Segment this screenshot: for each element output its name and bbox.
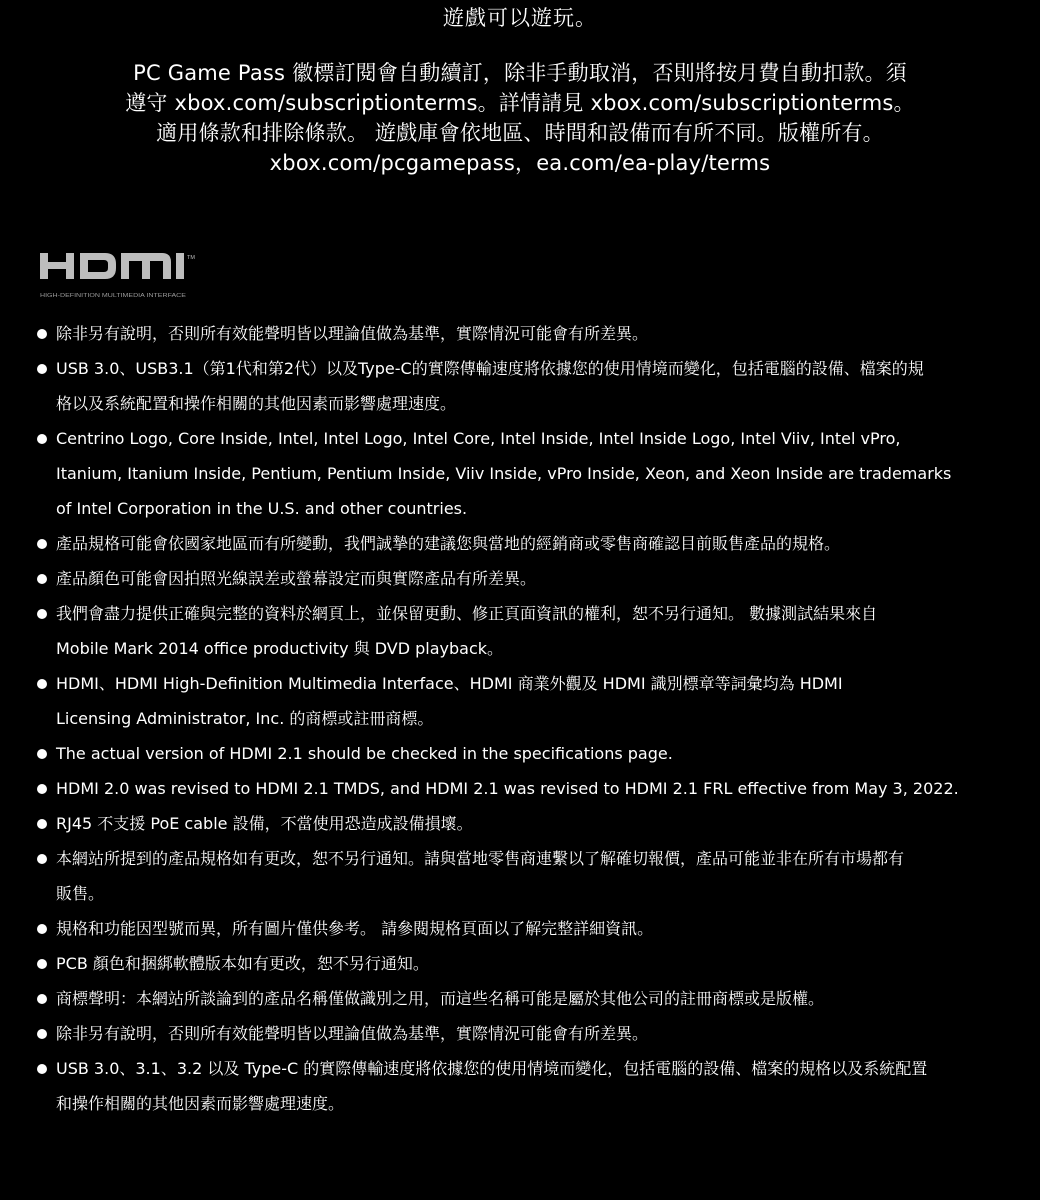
list-item: 商標聲明：本網站所談論到的產品名稱僅做識別之用，而這些名稱可能是屬於其他公司的註冊商標或是版權。 <box>0 981 1040 1016</box>
list-item: RJ45 不支援 PoE cable 設備，不當使用恐造成設備損壞。 <box>0 806 1040 841</box>
bullet-icon <box>37 854 47 864</box>
bullet-icon <box>37 609 47 619</box>
bullet-icon <box>37 994 47 1004</box>
gamepass-notice <box>60 58 980 178</box>
list-item: 除非另有說明，否則所有效能聲明皆以理論值做為基準，實際情況可能會有所差異。 <box>0 316 1040 351</box>
list-item: Centrino Logo, Core Inside, Intel, Intel Logo, Intel Core, Intel Inside, Intel Inside Logo, Intel Viiv, Intel vPro, Itanium, Itanium Inside, Pentium, Pentium Inside, Viiv Inside, vPro Inside, Xeon, and Xeon Inside are trademarks of Intel Corporation in the U.S. and other countries. <box>0 421 1040 526</box>
bullet-icon <box>37 784 47 794</box>
list-item: The actual version of HDMI 2.1 should be checked in the specifications page. <box>0 736 1040 771</box>
trademark-mark: TM <box>187 255 195 261</box>
list-item: HDMI 2.0 was revised to HDMI 2.1 TMDS, and HDMI 2.1 was revised to HDMI 2.1 FRL effective from May 3, 2022. <box>0 771 1040 806</box>
bullet-icon <box>37 539 47 549</box>
list-item: PCB 顏色和捆綁軟體版本如有更改，恕不另行通知。 <box>0 946 1040 981</box>
list-item: 我們會盡力提供正確與完整的資料於網頁上，並保留更動、修正頁面資訊的權利，恕不另行通知。 數據測試結果來自 Mobile Mark 2014 office productivity 與 DVD playback。 <box>0 596 1040 666</box>
notes-list <box>0 316 1040 1121</box>
list-item: 規格和功能因型號而異，所有圖片僅供參考。 請參閱規格頁面以了解完整詳細資訊。 <box>0 911 1040 946</box>
gamepass-line: 適用條款和排除條款。 遊戲庫會依地區、時間和設備而有所不同。版權所有。 <box>156 121 884 145</box>
bullet-icon <box>37 434 47 444</box>
list-item: 本網站所提到的產品規格如有更改，恕不另行通知。請與當地零售商連繫以了解確切報價，產品可能並非在所有市場都有 販售。 <box>0 841 1040 911</box>
bullet-icon <box>37 679 47 689</box>
list-item: USB 3.0、3.1、3.2 以及 Type-C 的實際傳輸速度將依據您的使用情境而變化，包括電腦的設備、檔案的規格以及系統配置 和操作相關的其他因素而影響處理速度。 <box>0 1051 1040 1121</box>
bullet-icon <box>37 329 47 339</box>
bullet-icon <box>37 1029 47 1039</box>
hdmi-logo <box>40 248 220 302</box>
bullet-icon <box>37 749 47 759</box>
bullet-icon <box>37 924 47 934</box>
bullet-icon <box>37 364 47 374</box>
list-item: 除非另有說明，否則所有效能聲明皆以理論值做為基準，實際情況可能會有所差異。 <box>0 1016 1040 1051</box>
list-item: HDMI、HDMI High-Definition Multimedia Interface、HDMI 商業外觀及 HDMI 識別標章等詞彙均為 HDMI Licensing Administrator, Inc. 的商標或註冊商標。 <box>0 666 1040 736</box>
gamepass-line: xbox.com/pcgamepass，ea.com/ea-play/terms <box>269 151 771 175</box>
bullet-icon <box>37 574 47 584</box>
bullet-icon <box>37 959 47 969</box>
gamepass-line: 遵守 xbox.com/subscriptionterms。詳情請見 xbox.com/subscriptionterms。 <box>125 91 915 115</box>
list-item: 產品顏色可能會因拍照光線誤差或螢幕設定而與實際產品有所差異。 <box>0 561 1040 596</box>
list-item: 產品規格可能會依國家地區而有所變動，我們誠摯的建議您與當地的經銷商或零售商確認目前販售產品的規格。 <box>0 526 1040 561</box>
gamepass-line: PC Game Pass 徽標訂閱會自動續訂，除非手動取消，否則將按月費自動扣款。須 <box>133 61 907 85</box>
bullet-icon <box>37 819 47 829</box>
hdmi-tagline: HIGH-DEFINITION MULTIMEDIA INTERFACE <box>40 293 187 299</box>
top-line: 遊戲可以遊玩。 <box>443 6 597 30</box>
list-item: USB 3.0、USB3.1（第1代和第2代）以及Type-C的實際傳輸速度將依據您的使用情境而變化，包括電腦的設備、檔案的規 格以及系統配置和操作相關的其他因素而影響處理速度。 <box>0 351 1040 421</box>
bullet-icon <box>37 1064 47 1074</box>
